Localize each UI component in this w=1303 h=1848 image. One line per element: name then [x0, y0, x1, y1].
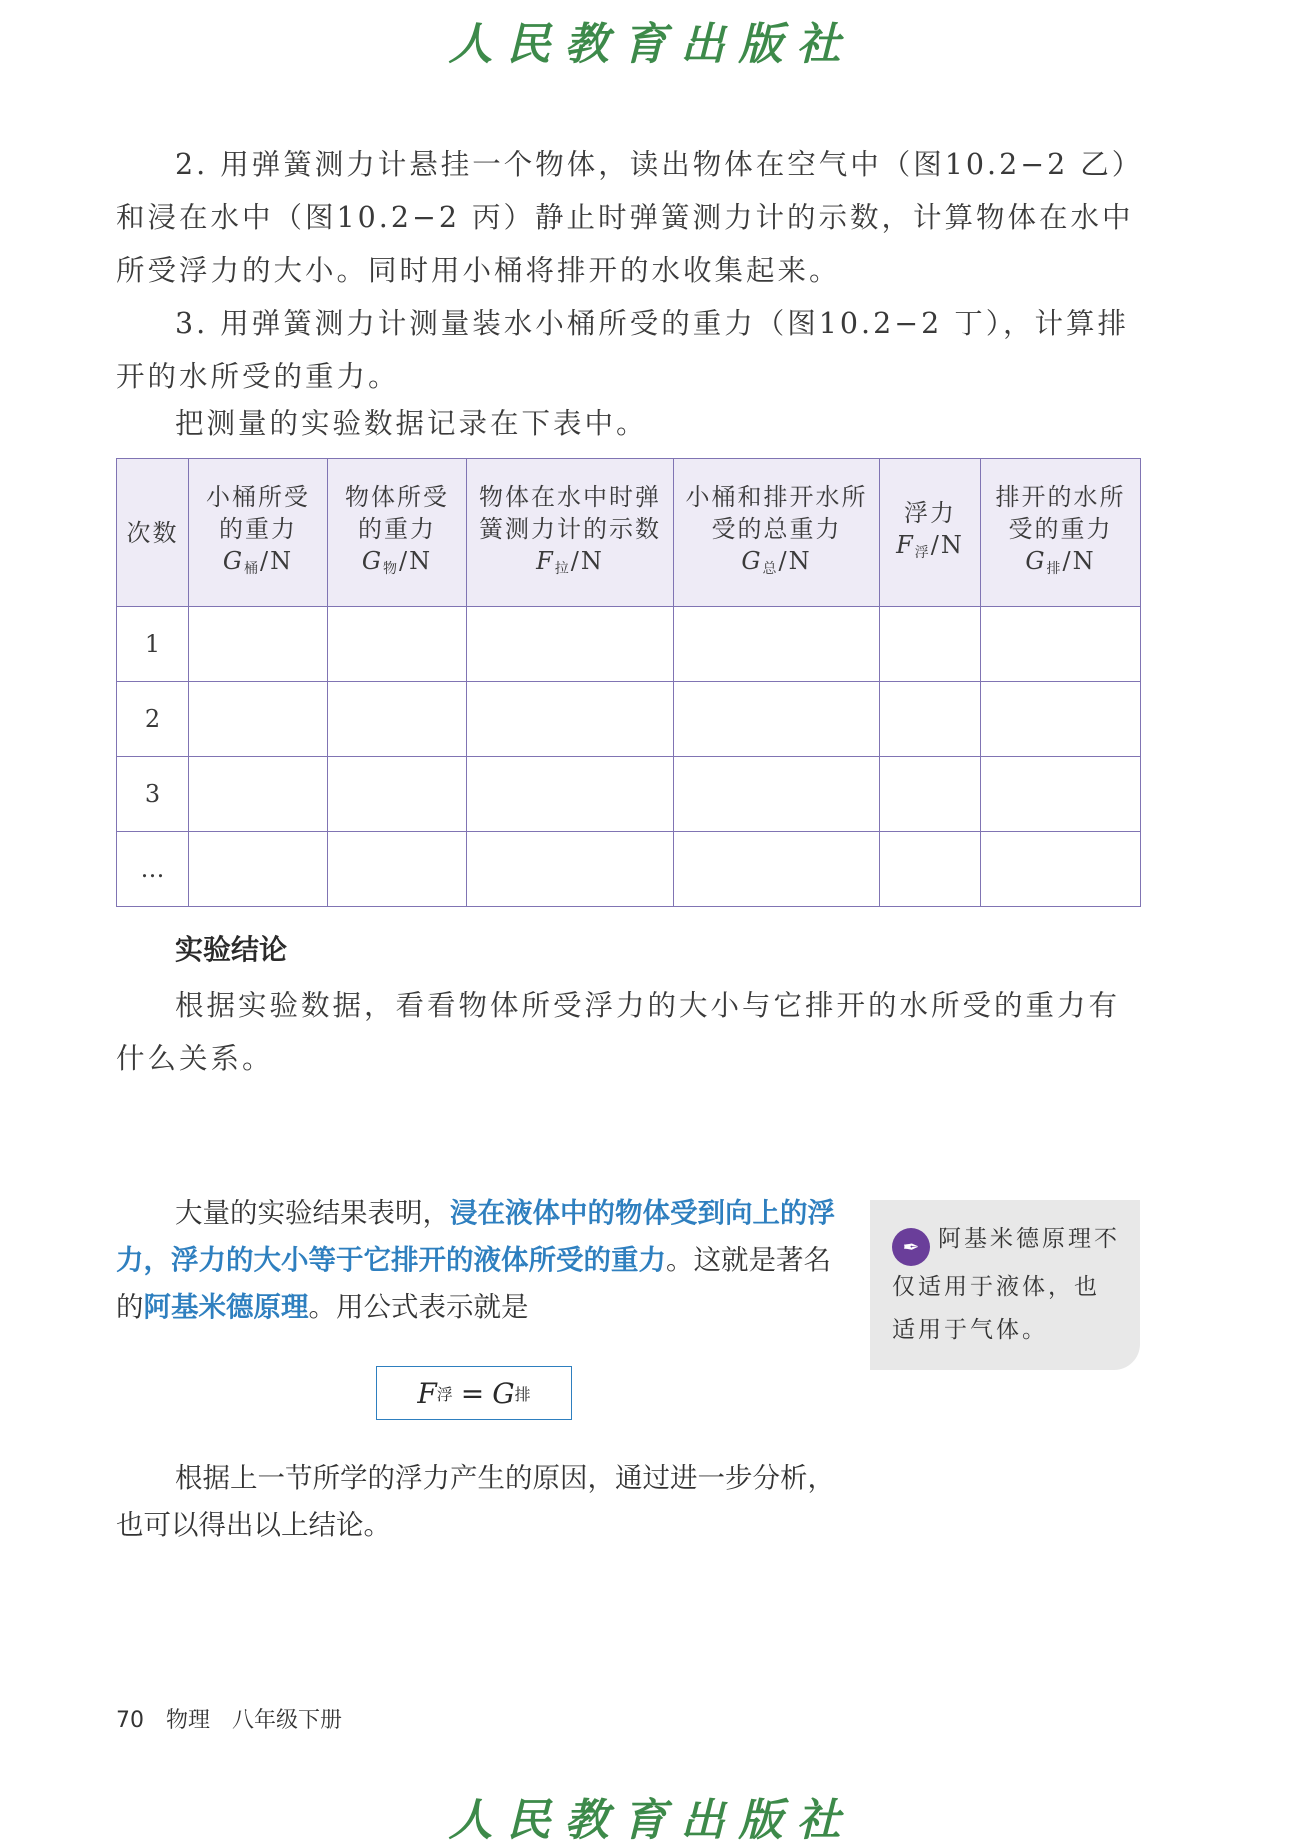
header-displaced-weight: 排开的水所受的重力 $G_排/N$	[981, 459, 1141, 607]
table-row	[117, 832, 1141, 907]
buoyancy-formula: F 浮 = G 排	[376, 1366, 572, 1420]
header-object-weight: 物体所受的重力 $G_物/N$	[328, 459, 467, 607]
row-number: 2	[117, 682, 189, 757]
subject-name: 物理	[166, 1708, 211, 1733]
table-header-row	[117, 459, 1141, 607]
row-number: …	[117, 832, 189, 907]
step-3-text: 3. 用弹簧测力计测量装水小桶所受的重力（图10.2−2 丁），计算排开的水所受的重力。	[116, 307, 1130, 393]
step-2-text: 2. 用弹簧测力计悬挂一个物体，读出物体在空气中（图10.2−2 乙）和浸在水中（图10.2−2 丙）静止时弹簧测力计的示数，计算物体在水中所受浮力的大小。同时用小桶将排开的水收集起来。	[116, 148, 1134, 287]
header-count: 次数	[117, 459, 189, 607]
publisher-logo-bottom: 人民教育出版社	[448, 1795, 855, 1846]
conclusion-heading: 实验结论	[175, 933, 288, 966]
table-row	[117, 682, 1141, 757]
record-instruction: 把测量的实验数据记录在下表中。	[175, 407, 648, 440]
conclusion-text: 根据实验数据，看看物体所受浮力的大小与它排开的水所受的重力有什么关系。	[116, 989, 1121, 1075]
header-spring-reading: 物体在水中时弹簧测力计的示数$F_拉/N$	[467, 459, 674, 607]
principle-name: 阿基米德原理	[143, 1291, 309, 1323]
header-bucket-weight: 小桶所受的重力 $G_桶/N$	[189, 459, 328, 607]
header-total-weight: 小桶和排开水所受的总重力 $G_总/N$	[674, 459, 880, 607]
principle-highlight: 浸在液体中的物体受到向上的浮力，浮力的大小等于它排开的液体所受的重力	[116, 1197, 835, 1276]
grade-label: 八年级下册	[232, 1708, 343, 1733]
table-row	[117, 757, 1141, 832]
page-footer	[116, 1703, 364, 1734]
data-record-table	[116, 458, 1141, 907]
table-row	[117, 607, 1141, 682]
publisher-logo-top: 人民教育出版社	[448, 19, 855, 70]
pen-nib-icon: ✒	[892, 1228, 930, 1266]
page-number: 70	[116, 1708, 144, 1733]
header-buoyancy: 浮力 $F_浮/N$	[880, 459, 981, 607]
row-number: 3	[117, 757, 189, 832]
followup-text: 根据上一节所学的浮力产生的原因，通过进一步分析，也可以得出以上结论。	[116, 1462, 835, 1541]
row-number: 1	[117, 607, 189, 682]
note-text: 阿基米德原理不仅适用于液体，也适用于气体。	[892, 1226, 1120, 1343]
side-note	[870, 1200, 1140, 1370]
archimedes-principle-text: 大量的实验结果表明，浸在液体中的物体受到向上的浮力，浮力的大小等于它排开的液体所受的重力。这就是著名的阿基米德原理。用公式表示就是	[116, 1197, 835, 1323]
